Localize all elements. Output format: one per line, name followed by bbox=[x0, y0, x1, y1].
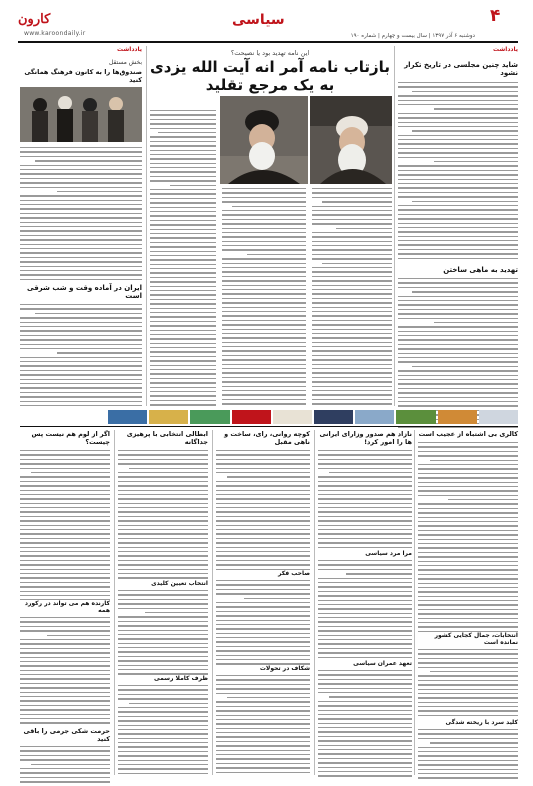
bottom-body-1b bbox=[418, 649, 518, 719]
bottom-col-4 bbox=[118, 430, 208, 775]
cleric-photo-1 bbox=[310, 96, 392, 184]
bottom-headline-2: نازاد هم صدور وزارای ایرانی ها را امور کرد! bbox=[319, 430, 412, 446]
bottom-headline-5: اگر از لوم هم نیست پس چیست؟ bbox=[31, 430, 110, 446]
bottom-col-3 bbox=[216, 430, 310, 775]
bottom-col-1 bbox=[418, 430, 518, 779]
column-divider bbox=[394, 46, 395, 406]
lead-body-col-2 bbox=[222, 188, 306, 406]
bottom-divider bbox=[414, 430, 415, 775]
bottom-subhead-1: انتخابات، جمال کجایی کشور نمانده است bbox=[434, 632, 518, 646]
lead-photo-right bbox=[310, 96, 392, 184]
bottom-body-3b bbox=[216, 580, 310, 665]
side-subhead: ایران در آماده وقت و شب شرقی است bbox=[27, 284, 142, 300]
column-divider-2 bbox=[146, 46, 147, 406]
side-photo bbox=[20, 87, 142, 142]
bottom-body-2 bbox=[318, 450, 412, 550]
editorial-subtitle: تهدید به ماهی ساختن bbox=[443, 266, 518, 274]
bottom-subhead-4: تعهد عمران سیاسی bbox=[353, 660, 412, 667]
bottom-subhead-2: کلید سرد با ریخته شدگی bbox=[445, 719, 518, 726]
bottom-body-3 bbox=[216, 450, 310, 570]
side-body-2 bbox=[20, 304, 142, 409]
bottom-body-2b bbox=[318, 560, 412, 660]
side-label: یادداشت bbox=[117, 46, 142, 53]
bottom-body-4c bbox=[118, 685, 208, 775]
ad-strip-row bbox=[108, 410, 518, 424]
side-byline: بخش مستقل bbox=[108, 59, 142, 66]
editorial-column bbox=[398, 46, 518, 428]
masthead bbox=[0, 0, 533, 48]
newspaper-url: www.karoondaily.ir bbox=[24, 30, 86, 37]
bottom-subhead-3: مرا مرد سیاسی bbox=[365, 550, 412, 557]
ad-block bbox=[232, 410, 271, 424]
ad-block bbox=[190, 410, 229, 424]
ad-block bbox=[396, 410, 435, 424]
ad-block bbox=[149, 410, 188, 424]
bottom-subhead-5: صاحب فکر bbox=[278, 570, 310, 577]
bottom-headline-1: کالری بی اشتباه از عجیب است bbox=[418, 430, 518, 438]
ad-block bbox=[479, 410, 518, 424]
bottom-subhead-10: حرمت شکی جرمی را باقی کنید bbox=[23, 727, 110, 743]
ad-block bbox=[273, 410, 312, 424]
section-rule bbox=[20, 426, 518, 427]
dateline: دوشنبه ۶ آذر ۱۳۹۷ | سال بیست و چهارم | شماره ۱۹۰ bbox=[350, 33, 475, 39]
bottom-subhead-7: انتخاب تعیین کلیدی bbox=[151, 580, 208, 587]
section-title: سیاسی bbox=[232, 12, 285, 28]
bottom-body-5c bbox=[20, 746, 110, 786]
header-rule bbox=[18, 41, 518, 43]
bottom-body-5b bbox=[20, 617, 110, 727]
lead-body-col-3 bbox=[150, 110, 216, 406]
bottom-subhead-8: ظرف کاملا رسمی bbox=[154, 675, 208, 682]
bottom-divider bbox=[212, 430, 213, 775]
bottom-body-1c bbox=[418, 729, 518, 779]
bottom-col-5 bbox=[20, 430, 110, 786]
ad-block bbox=[355, 410, 394, 424]
editorial-body bbox=[398, 82, 518, 262]
bottom-divider bbox=[114, 430, 115, 775]
bottom-body-1 bbox=[418, 442, 518, 632]
crowd-photo bbox=[20, 87, 142, 142]
cleric-photo-2 bbox=[220, 96, 308, 184]
bottom-body-4 bbox=[118, 450, 208, 580]
bottom-headline-3: کوچه روانی، رای، ساخت و ناهی مقبل bbox=[224, 430, 310, 446]
page-number: ۴ bbox=[490, 6, 501, 26]
ad-block bbox=[438, 410, 477, 424]
lead-photo-left bbox=[220, 96, 308, 184]
bottom-headline-4: ابطالی انتخابی با پرهیزی جداگانه bbox=[126, 430, 208, 446]
ad-block bbox=[314, 410, 353, 424]
lead-headline: بازتاب نامه آمر انه آیت الله یزدی به یک مرجع تقلید bbox=[150, 58, 390, 94]
ad-strip bbox=[108, 410, 518, 424]
side-caption: صندوق‌ها را به کانون فرهنگ همانگی کنید bbox=[24, 68, 142, 84]
bottom-col-2 bbox=[318, 430, 412, 780]
bottom-subhead-6: شکاف در تحولات bbox=[259, 665, 310, 672]
bottom-subhead-9: کارنده هم می تواند در رکورد همه bbox=[24, 600, 110, 614]
bottom-body-5 bbox=[20, 450, 110, 600]
editorial-title: شاید چنین مجلسی در تاریخ تکرار نشود bbox=[404, 61, 518, 77]
editorial-body-2 bbox=[398, 278, 518, 428]
side-body bbox=[20, 147, 142, 282]
lead-body-col-1 bbox=[312, 188, 392, 406]
bottom-divider bbox=[314, 430, 315, 775]
editorial-label: یادداشت bbox=[493, 46, 518, 53]
bottom-body-4b bbox=[118, 590, 208, 675]
side-column bbox=[20, 46, 142, 409]
newspaper-logo: کارون bbox=[18, 12, 51, 27]
ad-block bbox=[108, 410, 147, 424]
lead-kicker: این نامه تهدید بود یا نصیحت؟ bbox=[230, 49, 310, 57]
bottom-body-3c bbox=[216, 675, 310, 775]
bottom-body-2c bbox=[318, 670, 412, 780]
